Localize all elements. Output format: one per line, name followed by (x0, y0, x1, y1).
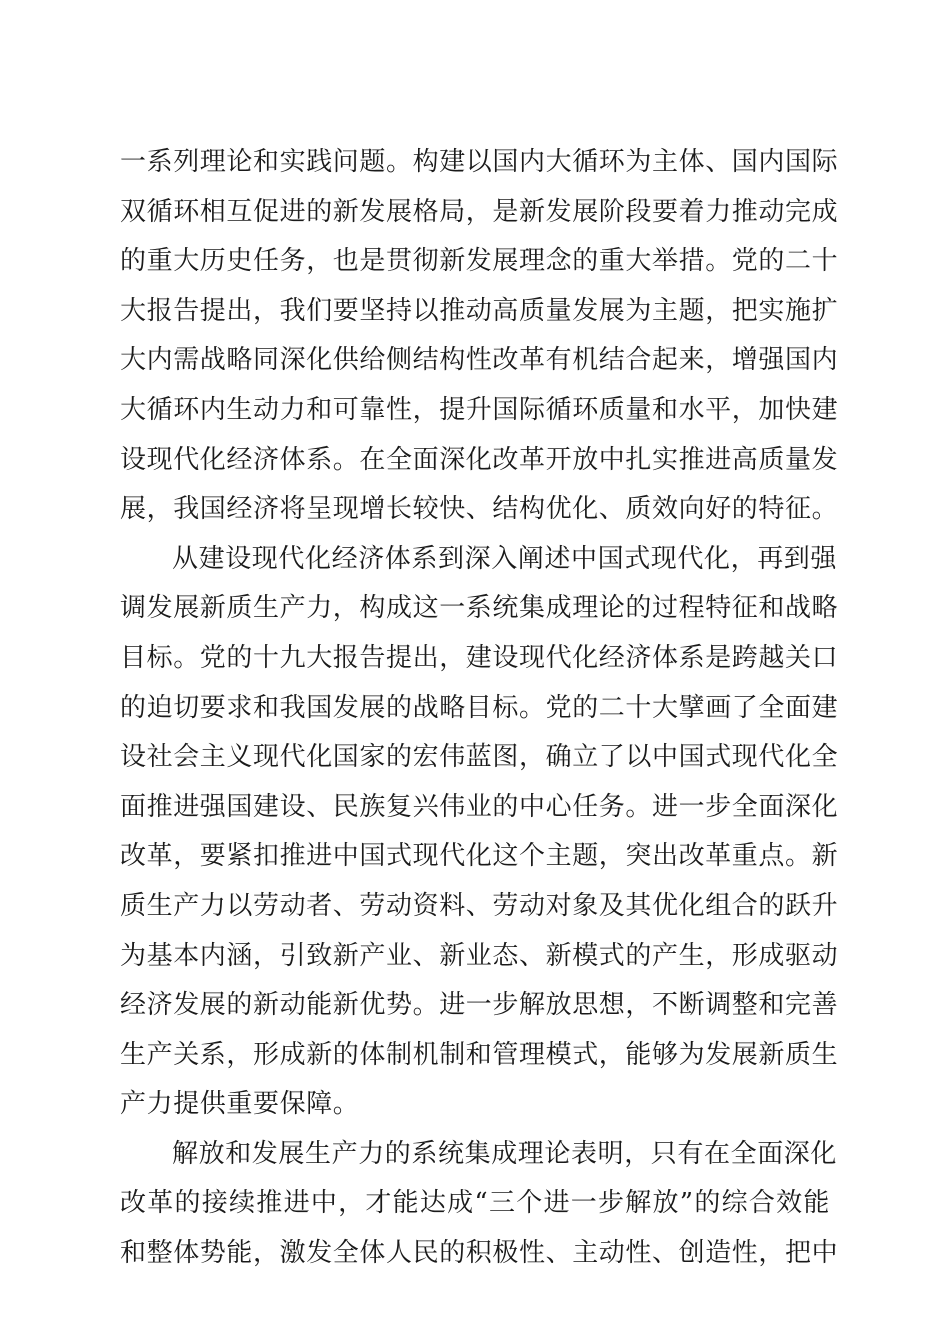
text-line: 大循环内生动力和可靠性，提升国际循环质量和水平，加快建 (120, 394, 839, 425)
text-line: 设社会主义现代化国家的宏伟蓝图，确立了以中国式现代化全 (120, 742, 839, 773)
text-line: 为基本内涵，引致新产业、新业态、新模式的产生，形成驱动 (120, 940, 839, 971)
text-line: 质生产力以劳动者、劳动资料、劳动对象及其优化组合的跃升 (120, 890, 839, 921)
text-line: 解放和发展生产力的系统集成理论表明，只有在全面深化 (172, 1138, 838, 1169)
document-body (120, 138, 839, 1279)
text-line: 改革，要紧扣推进中国式现代化这个主题，突出改革重点。新 (120, 841, 839, 872)
text-line: 调发展新质生产力，构成这一系统集成理论的过程特征和战略 (120, 593, 839, 624)
text-line: 展，我国经济将呈现增长较快、结构优化、质效向好的特征。 (120, 494, 839, 525)
text-line: 大内需战略同深化供给侧结构性改革有机结合起来，增强国内 (120, 345, 839, 376)
text-line: 的重大历史任务，也是贯彻新发展理念的重大举措。党的二十 (120, 246, 839, 277)
text-line: 双循环相互促进的新发展格局，是新发展阶段要着力推动完成 (120, 196, 839, 227)
text-line: 产力提供重要保障。 (120, 1089, 360, 1120)
text-line: 大报告提出，我们要坚持以推动高质量发展为主题，把实施扩 (120, 295, 839, 326)
text-line: 从建设现代化经济体系到深入阐述中国式现代化，再到强 (172, 543, 838, 574)
text-line: 设现代化经济体系。在全面深化改革开放中扎实推进高质量发 (120, 444, 839, 475)
paragraph (120, 1130, 839, 1279)
text-line: 生产关系，形成新的体制机制和管理模式，能够为发展新质生 (120, 1039, 839, 1070)
text-line: 面推进强国建设、民族复兴伟业的中心任务。进一步全面深化 (120, 791, 839, 822)
paragraph (120, 535, 839, 1130)
text-line: 改革的接续推进中，才能达成“三个进一步解放”的综合效能 (120, 1188, 830, 1219)
text-line: 经济发展的新动能新优势。进一步解放思想，不断调整和完善 (120, 990, 839, 1021)
text-line: 目标。党的十九大报告提出，建设现代化经济体系是跨越关口 (120, 642, 839, 673)
text-line: 一系列理论和实践问题。构建以国内大循环为主体、国内国际 (120, 147, 839, 177)
paragraph (120, 138, 839, 535)
text-line: 的迫切要求和我国发展的战略目标。党的二十大擘画了全面建 (120, 692, 839, 723)
text-line: 和整体势能，激发全体人民的积极性、主动性、创造性，把中 (120, 1238, 839, 1269)
